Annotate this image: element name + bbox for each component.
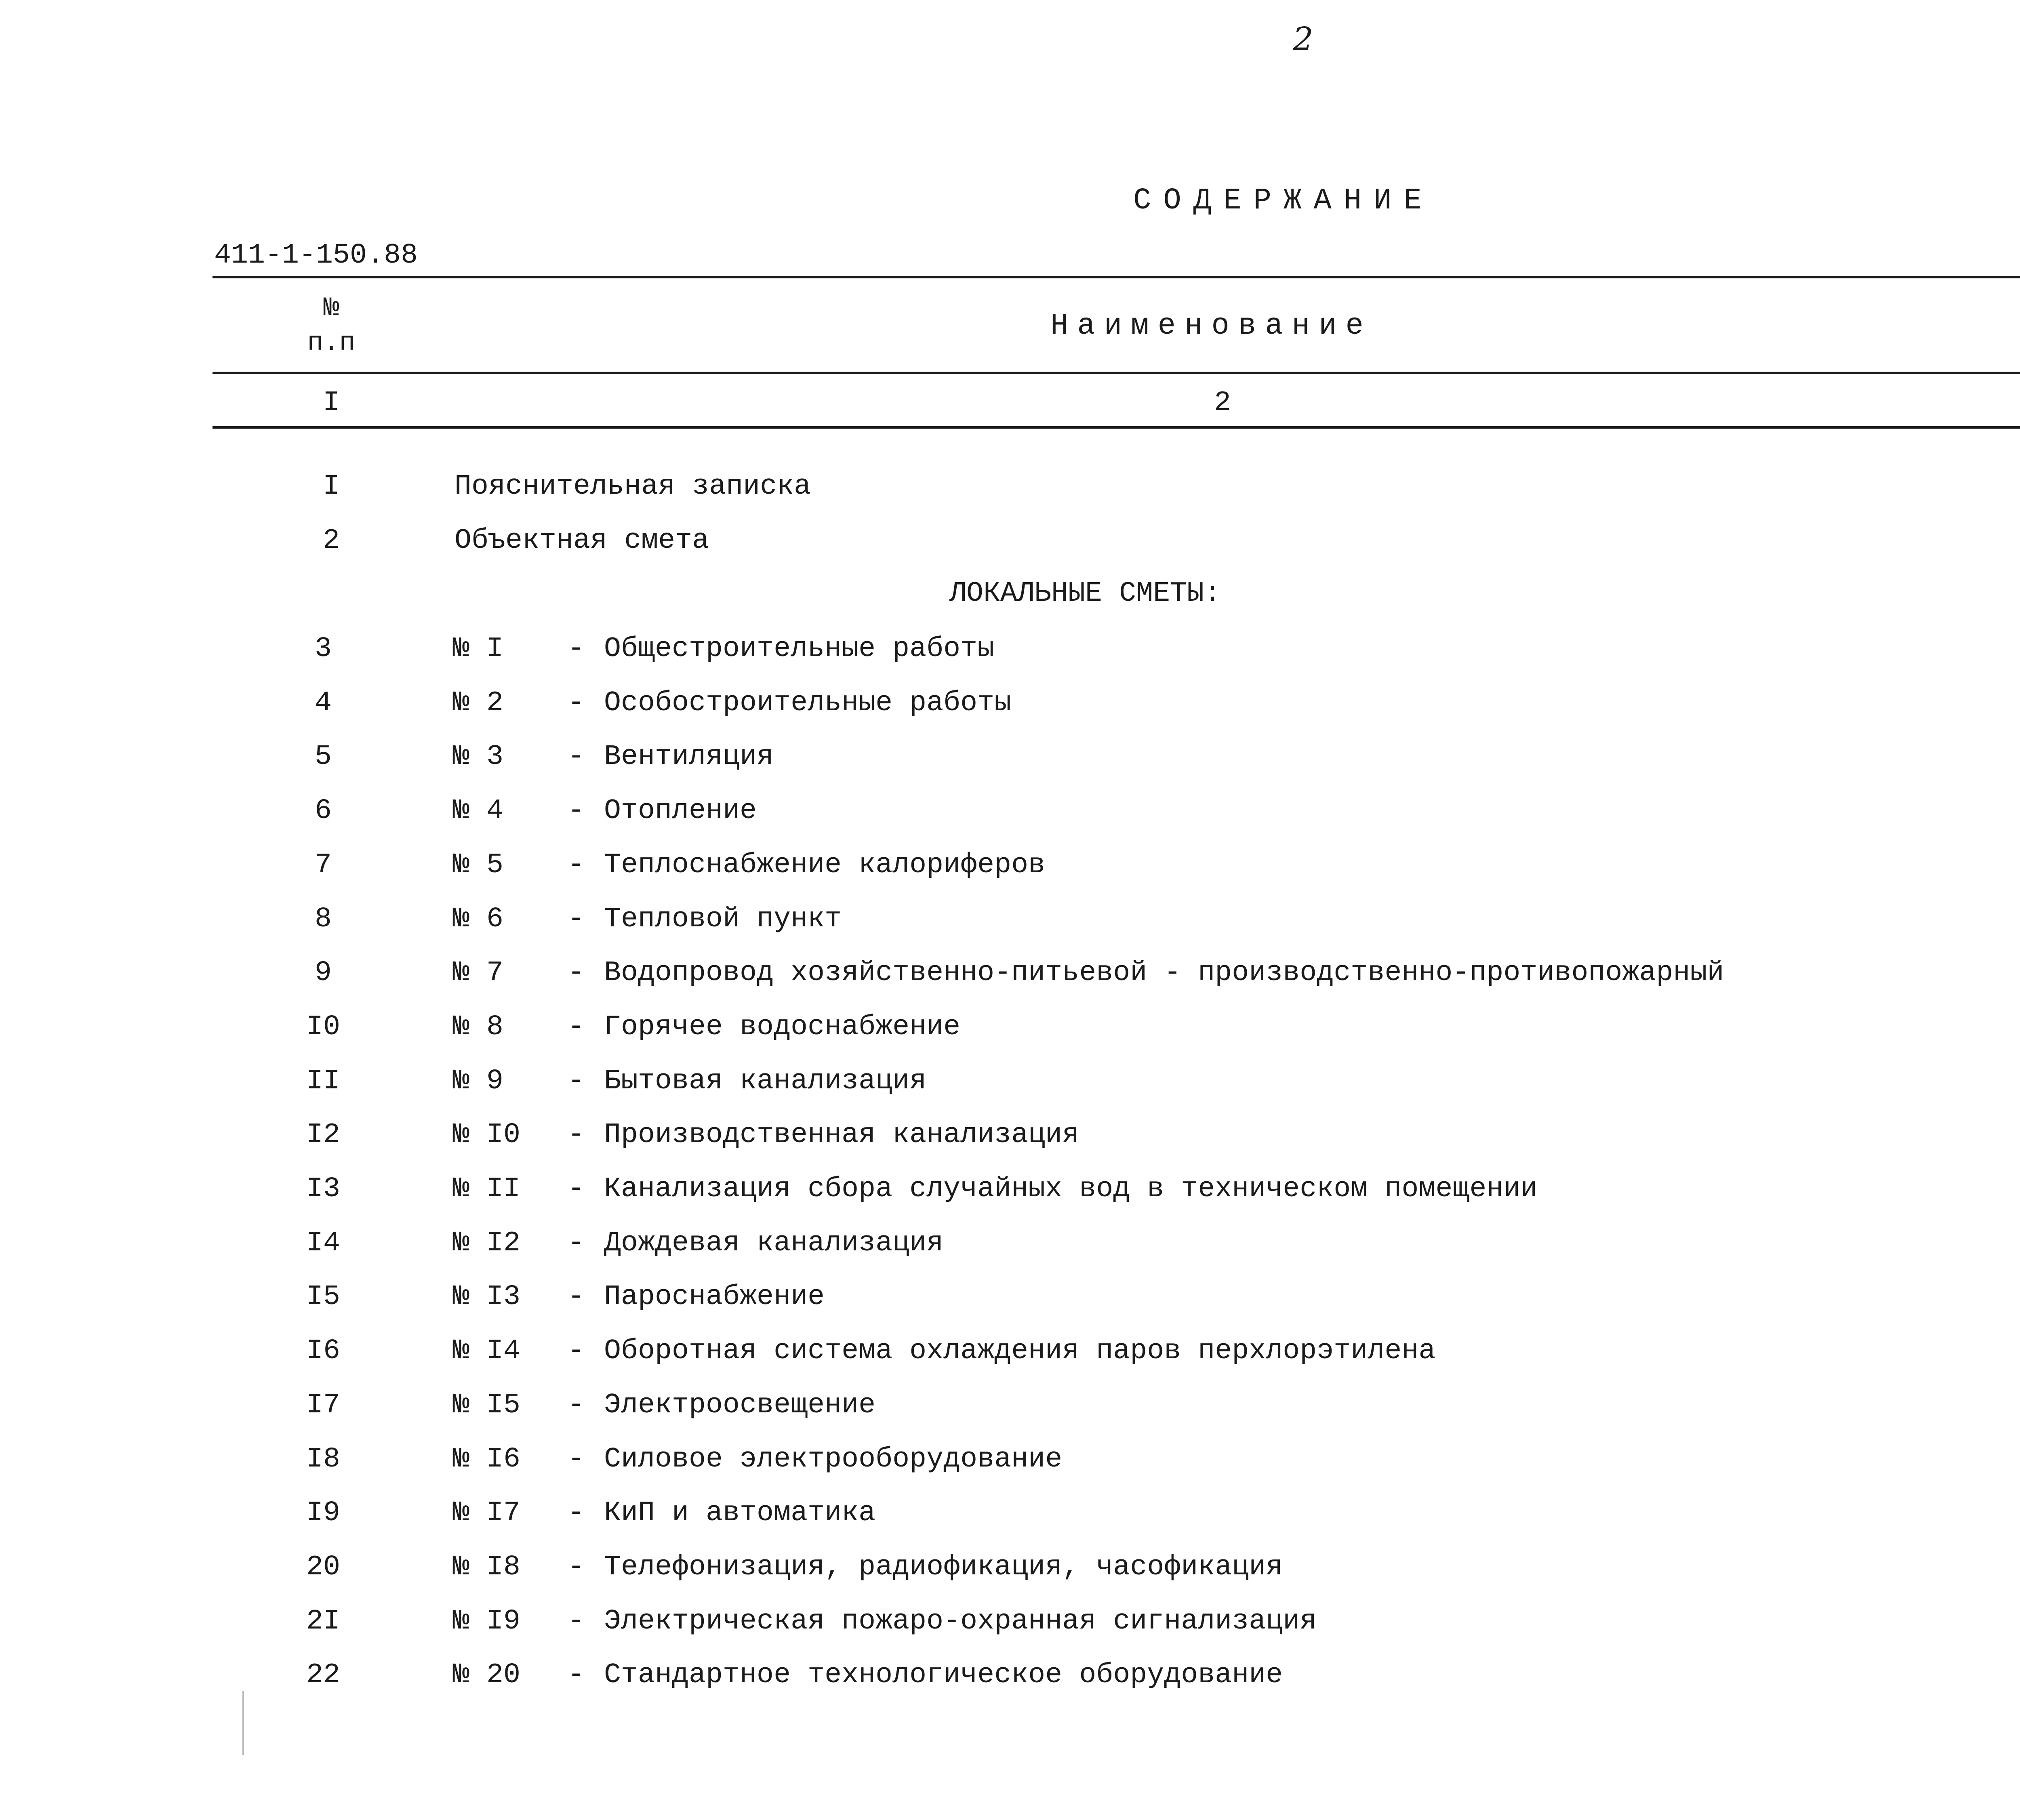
dash-separator: - xyxy=(568,1443,585,1475)
entry-title: Пояснительная записка xyxy=(455,471,811,503)
dash-separator: - xyxy=(568,1011,585,1043)
dash-separator: - xyxy=(568,1119,585,1151)
dash-separator: - xyxy=(568,1659,585,1691)
estimate-number: № 3 xyxy=(452,741,504,773)
row-number: I0 xyxy=(306,1011,340,1043)
margin-mark xyxy=(242,1691,244,1755)
estimate-number: № II xyxy=(452,1173,521,1205)
row-number: II xyxy=(306,1065,340,1097)
dash-separator: - xyxy=(568,1389,585,1421)
dash-separator: - xyxy=(568,741,585,773)
row-number: I9 xyxy=(306,1497,340,1529)
row-number: 20 xyxy=(306,1551,340,1583)
estimate-title: Бытовая канализация xyxy=(604,1065,927,1097)
row-number: I4 xyxy=(306,1227,340,1259)
estimate-number: № I0 xyxy=(452,1119,521,1151)
column-number-2: 2 xyxy=(1214,387,1231,419)
column-number-rule xyxy=(213,426,2020,429)
header-number: № п.п xyxy=(307,293,356,358)
estimate-title: Отопление xyxy=(604,795,757,827)
estimate-title: Горячее водоснабжение xyxy=(604,1011,961,1043)
estimate-title: Производственная канализация xyxy=(604,1119,1079,1151)
estimate-title: Телефонизация, радиофикация, часофикация xyxy=(604,1551,1283,1583)
estimate-number: № I3 xyxy=(452,1281,521,1313)
table-top-rule xyxy=(213,276,2020,278)
estimate-number: № 6 xyxy=(452,903,504,935)
row-number: I6 xyxy=(306,1335,340,1367)
dash-separator: - xyxy=(568,1173,585,1205)
sheet-number: 2 xyxy=(1293,20,1313,58)
row-number: 8 xyxy=(314,903,332,935)
row-number: I3 xyxy=(306,1173,340,1205)
estimate-title: Дождевая канализация xyxy=(604,1227,944,1259)
dash-separator: - xyxy=(568,1065,585,1097)
dash-separator: - xyxy=(568,1335,585,1367)
estimate-title: КиП и автоматика xyxy=(604,1497,876,1529)
dash-separator: - xyxy=(568,903,585,935)
estimate-title: Теплоснабжение калориферов xyxy=(604,849,1046,881)
estimate-title: Особостроительные работы xyxy=(604,687,1012,719)
row-number: 6 xyxy=(314,795,332,827)
estimate-title: Силовое электрооборудование xyxy=(604,1443,1063,1475)
section-heading: ЛОКАЛЬНЫЕ СМЕТЫ: xyxy=(949,578,1221,610)
row-number: I7 xyxy=(306,1389,340,1421)
row-number: 2I xyxy=(306,1605,340,1637)
row-number: I5 xyxy=(306,1281,340,1313)
dash-separator: - xyxy=(568,633,585,665)
estimate-number: № I7 xyxy=(452,1497,521,1529)
estimate-title: Тепловой пункт xyxy=(604,903,842,935)
estimate-number: № 4 xyxy=(452,795,504,827)
estimate-number: № I5 xyxy=(452,1389,521,1421)
estimate-number: № 5 xyxy=(452,849,504,881)
estimate-number: № 20 xyxy=(452,1659,521,1691)
row-number: I8 xyxy=(306,1443,340,1475)
dash-separator: - xyxy=(568,849,585,881)
estimate-title: Электроосвещение xyxy=(604,1389,876,1421)
page-title: СОДЕРЖАНИЕ xyxy=(1133,184,1434,218)
column-number-1: I xyxy=(322,387,340,419)
header-name: Наименование xyxy=(1050,309,1372,343)
entry-number: 2 xyxy=(322,525,340,557)
estimate-number: № 8 xyxy=(452,1011,504,1043)
row-number: I2 xyxy=(306,1119,340,1151)
dash-separator: - xyxy=(568,795,585,827)
estimate-number: № I2 xyxy=(452,1227,521,1259)
header-rule xyxy=(213,372,2020,374)
estimate-number: № 2 xyxy=(452,687,504,719)
estimate-title: Оборотная система охлаждения паров перхлорэтилена xyxy=(604,1335,1436,1367)
dash-separator: - xyxy=(568,957,585,989)
estimate-title: Вентиляция xyxy=(604,741,774,773)
estimate-number: № I9 xyxy=(452,1605,521,1637)
dash-separator: - xyxy=(568,1497,585,1529)
estimate-number: № 9 xyxy=(452,1065,504,1097)
dash-separator: - xyxy=(568,1605,585,1637)
dash-separator: - xyxy=(568,1281,585,1313)
estimate-number: № I xyxy=(452,633,504,665)
row-number: 22 xyxy=(306,1659,340,1691)
estimate-title: Общестроительные работы xyxy=(604,633,995,665)
estimate-title: Стандартное технологическое оборудование xyxy=(604,1659,1283,1691)
row-number: 7 xyxy=(314,849,332,881)
row-number: 5 xyxy=(314,741,332,773)
estimate-title: Водопровод хозяйственно-питьевой - производственно-противопожарный xyxy=(604,957,1724,989)
estimate-number: № I4 xyxy=(452,1335,521,1367)
estimate-number: № I6 xyxy=(452,1443,521,1475)
estimate-number: № I8 xyxy=(452,1551,521,1583)
entry-number: I xyxy=(322,471,340,503)
estimate-title: Канализация сбора случайных вод в техническом помещении xyxy=(604,1173,1538,1205)
row-number: 9 xyxy=(314,957,332,989)
dash-separator: - xyxy=(568,1551,585,1583)
estimate-title: Электрическая пожаро-охранная сигнализация xyxy=(604,1605,1317,1637)
estimate-number: № 7 xyxy=(452,957,504,989)
row-number: 4 xyxy=(314,687,332,719)
estimate-title: Пароснабжение xyxy=(604,1281,825,1313)
entry-title: Объектная смета xyxy=(455,525,709,557)
row-number: 3 xyxy=(314,633,332,665)
dash-separator: - xyxy=(568,1227,585,1259)
project-code: 411-1-150.88 xyxy=(214,240,418,271)
dash-separator: - xyxy=(568,687,585,719)
